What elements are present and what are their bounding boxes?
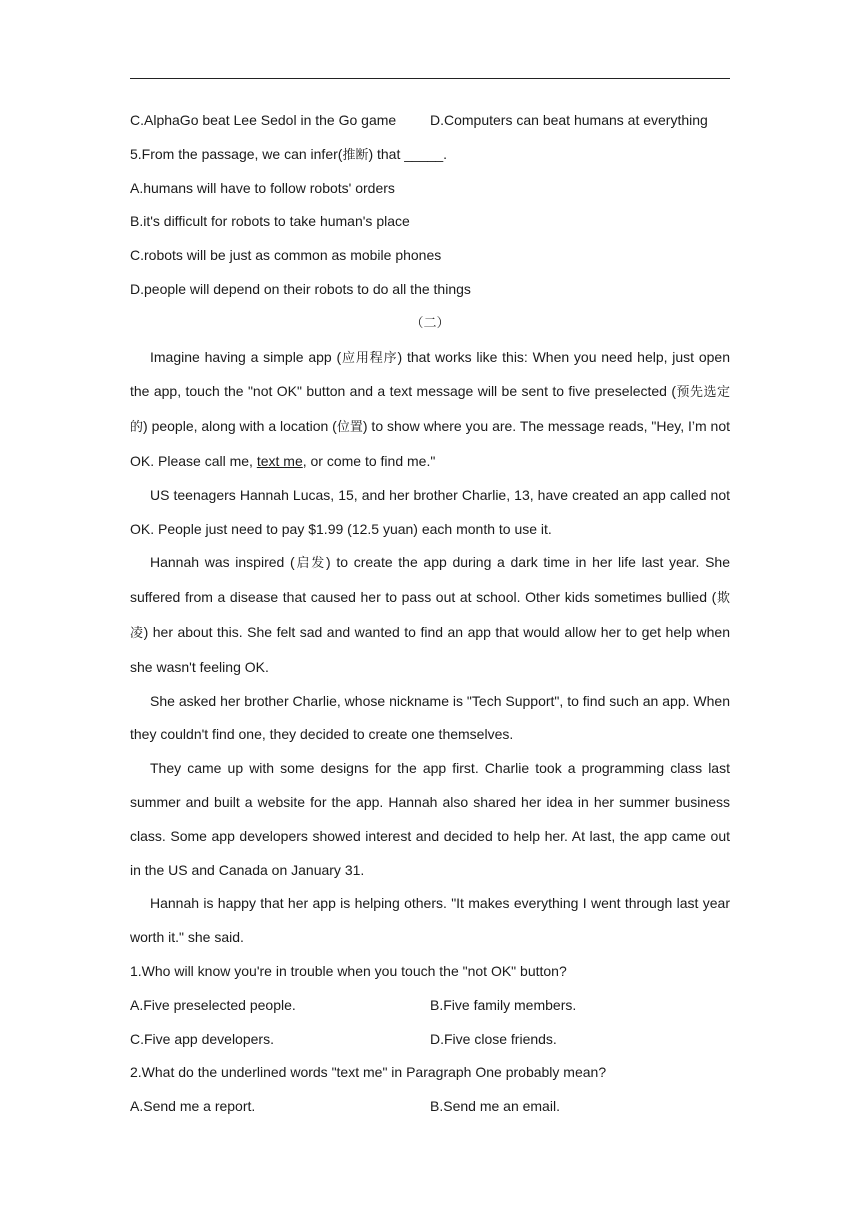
passage-paragraph-4: She asked her brother Charlie, whose nickname is "Tech Support", to find such an app. When they couldn't find one, they decided to create one themselves. xyxy=(130,692,730,743)
header-rule xyxy=(130,78,730,79)
p3-text-1: Hannah was inspired ( xyxy=(150,554,295,571)
option-a: A.Send me a report. xyxy=(130,1098,256,1115)
p1-text-4: ) to show where you are. The message reads, "Hey, I’m not OK. Please call me, xyxy=(130,418,730,469)
p1-text-2: ) that works like this: When you need help, just open the app, touch the "not OK" button and a text message will be sent to five preselected ( xyxy=(130,348,730,400)
stem-chinese-gloss: 推断 xyxy=(342,147,369,163)
option-d: D.Computers can beat humans at everything xyxy=(430,112,708,128)
question-1-options-ab xyxy=(130,989,730,1023)
passage-paragraph-6: Hannah is happy that her app is helping others. "It makes everything I went through last year worth it." she said. xyxy=(130,895,730,946)
question-5-stem xyxy=(130,138,730,172)
p1-text-5: , or come to find me." xyxy=(302,452,436,469)
option-b: B.Five family members. xyxy=(430,996,577,1013)
option-c: C.AlphaGo beat Lee Sedol in the Go game xyxy=(130,112,397,128)
question-5-option-c: C.robots will be just as common as mobile phones xyxy=(130,247,442,264)
option-b: B.Send me an email. xyxy=(430,1098,560,1115)
p1-text-1: Imagine having a simple app ( xyxy=(150,348,342,365)
passage-paragraph-3 xyxy=(130,546,730,684)
p1-gloss-1: 应用程序 xyxy=(341,350,398,366)
question-2-options-ab xyxy=(130,1090,730,1124)
p3-text-3: ) her about this. She felt sad and wanted to find an app that would allow her to get help when she wasn't feeling OK. xyxy=(130,623,730,675)
option-c: C.Five app developers. xyxy=(130,1030,274,1047)
stem-text-2: ) that _____. xyxy=(368,145,448,162)
option-a: A.Five preselected people. xyxy=(130,996,296,1013)
stem-text-1: 5.From the passage, we can infer( xyxy=(130,145,343,162)
document-body xyxy=(130,104,730,1124)
question-2-stem: 2.What do the underlined words "text me" in Paragraph One probably mean? xyxy=(130,1064,607,1081)
question-1-options-cd xyxy=(130,1023,730,1057)
passage-paragraph-2: US teenagers Hannah Lucas, 15, and her brother Charlie, 13, have created an app called not OK. People just need to pay $1.99 (12.5 yuan) each month to use it. xyxy=(130,486,730,537)
question-4-options-cd xyxy=(130,104,730,138)
p1-text-3: ) people, along with a location ( xyxy=(143,418,337,435)
section-title: （二） xyxy=(410,315,450,331)
passage-paragraph-1 xyxy=(130,341,730,479)
underlined-words: text me xyxy=(256,452,303,469)
question-5-option-d: D.people will depend on their robots to do all the things xyxy=(130,280,471,297)
passage-paragraph-5: They came up with some designs for the app first. Charlie took a programming class last summer and built a website for the app. Hannah also shared her idea in her summer business class. Some app developers showed interest and decided to help her. At last, the app came out in the US and Canada on January 31. xyxy=(130,760,730,878)
question-5-option-a: A.humans will have to follow robots' orders xyxy=(130,179,395,196)
p3-gloss-1: 启发 xyxy=(294,556,327,572)
question-5-option-b: B.it's difficult for robots to take human's place xyxy=(130,213,410,230)
p1-gloss-2: 预先选定的 xyxy=(130,385,730,436)
question-1-stem: 1.Who will know you're in trouble when you touch the "not OK" button? xyxy=(130,962,567,979)
p3-text-2: ) to create the app during a dark time in her life last year. She suffered from a disease that caused her to pass out at school. Other kids sometimes bullied ( xyxy=(130,554,730,606)
option-d: D.Five close friends. xyxy=(430,1030,557,1047)
p1-gloss-3: 位置 xyxy=(336,420,363,436)
p3-gloss-2: 欺凌 xyxy=(130,591,730,641)
